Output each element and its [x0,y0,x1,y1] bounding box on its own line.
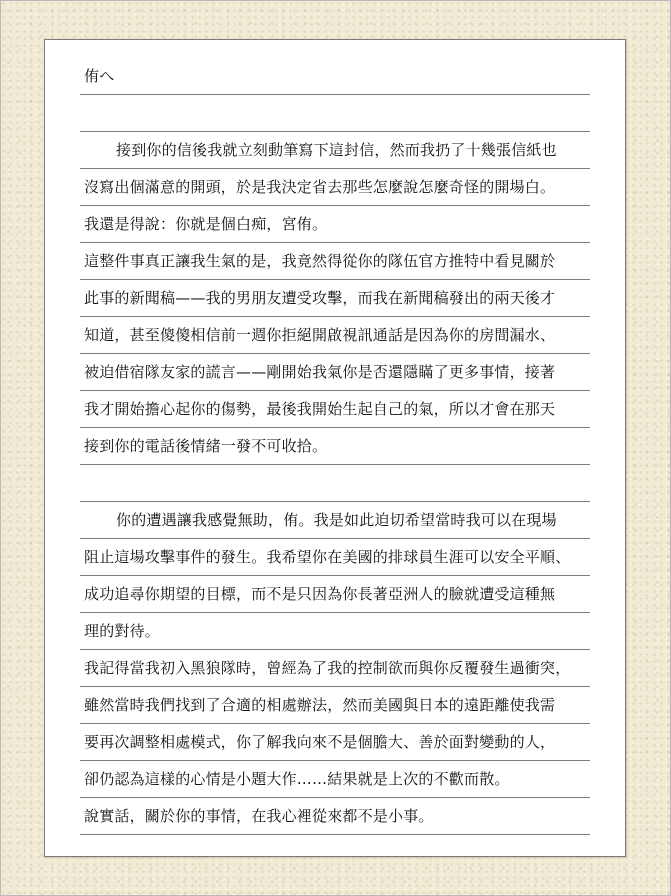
blank-line [80,465,590,502]
text-line [80,169,590,206]
text-line [80,132,590,169]
line-text: 你的遭遇讓我感覺無助，侑。我是如此迫切希望當時我可以在現場 [116,511,557,529]
line-text: 要再次調整相處模式，你了解我向來不是個膽大、善於面對變動的人， [84,733,556,751]
text-line [80,206,590,243]
text-line [80,576,590,613]
text-line [80,280,590,317]
text-line [80,317,590,354]
text-line [80,650,590,687]
line-text: 接到你的電話後情緒一發不可收拾。 [84,437,328,455]
line-text: 這整件事真正讓我生氣的是，我竟然得從你的隊伍官方推特中看見關於 [84,252,556,270]
text-line [80,761,590,798]
line-text: 卻仍認為這樣的心情是小題大作……結果就是上次的不歡而散。 [84,770,510,788]
line-text: 雖然當時我們找到了合適的相處辦法，然而美國與日本的遠距離使我需 [84,696,556,714]
text-line [80,243,590,280]
text-line [80,502,590,539]
line-text: 此事的新聞稿——我的男朋友遭受攻擊，而我在新聞稿發出的兩天後才 [84,289,556,307]
line-text: 沒寫出個滿意的開頭，於是我決定省去那些怎麼說怎麼奇怪的開場白。 [84,178,556,196]
line-text: 理的對待。 [84,622,161,640]
salutation: 侑へ [84,67,115,85]
text-line [80,391,590,428]
salutation-line [80,58,590,95]
text-line [80,539,590,576]
line-text: 說實話，關於你的事情，在我心裡從來都不是小事。 [84,807,434,825]
blank-line [80,95,590,132]
line-text: 阻止這場攻擊事件的發生。我希望你在美國的排球員生涯可以安全平順、 [84,548,571,566]
line-text: 我記得當我初入黑狼隊時，曾經為了我的控制欲而與你反覆發生過衝突， [84,659,571,677]
line-text: 成功追尋你期望的目標，而不是只因為你長著亞洲人的臉就遭受這種無 [84,585,556,603]
text-line [80,687,590,724]
line-text: 被迫借宿隊友家的謊言——剛開始我氣你是否還隱瞞了更多事情，接著 [84,363,556,381]
text-line [80,798,590,835]
text-line [80,724,590,761]
line-text: 接到你的信後我就立刻動筆寫下這封信，然而我扔了十幾張信紙也 [116,141,557,159]
line-text: 知道，甚至傻傻相信前一週你拒絕開啟視訊通話是因為你的房間漏水、 [84,326,556,344]
line-text: 我還是得說：你就是個白痴，宮侑。 [84,215,328,233]
text-line [80,354,590,391]
text-line [80,613,590,650]
letter-paper [44,39,626,857]
line-text: 我才開始擔心起你的傷勢，最後我開始生起自己的氣，所以才會在那天 [84,400,556,418]
text-line [80,428,590,465]
